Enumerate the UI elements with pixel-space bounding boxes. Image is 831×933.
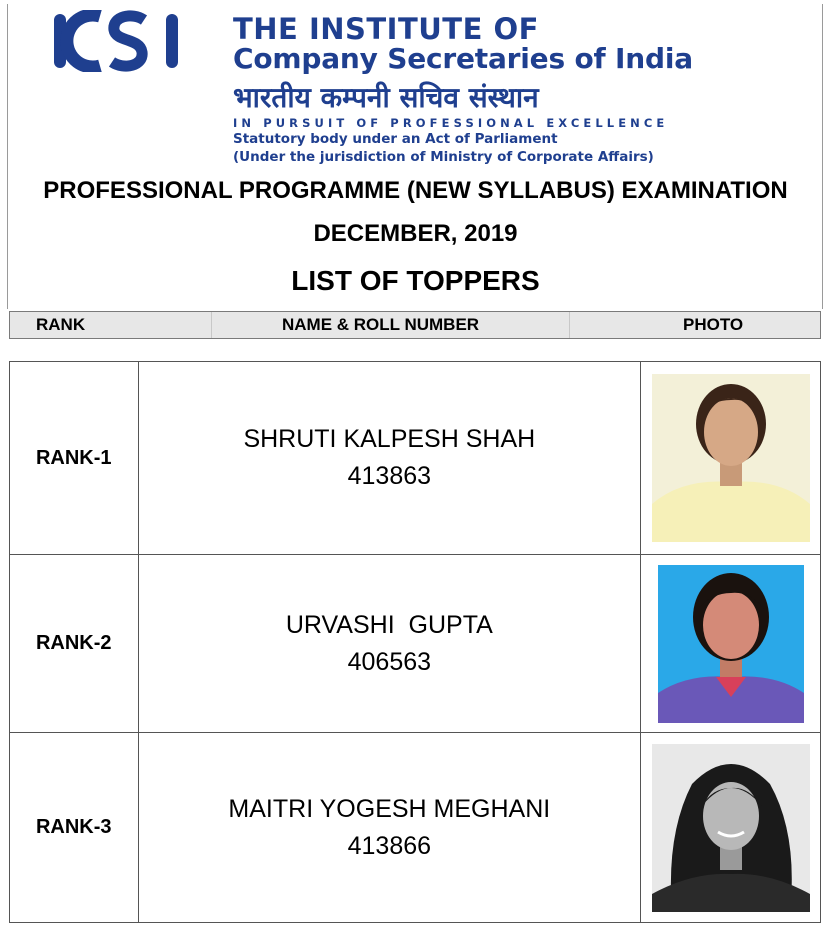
org-jurisdiction-note: (Under the jurisdiction of Ministry of Corporate Affairs) <box>233 149 654 165</box>
toppers-table <box>9 361 821 923</box>
table-row <box>10 555 821 733</box>
topper-name: MAITRI YOGESH MEGHANI <box>228 794 551 823</box>
name-cell <box>138 362 641 555</box>
topper-roll-number: 406563 <box>347 647 432 676</box>
photo-cell <box>641 733 821 923</box>
org-tagline: IN PURSUIT OF PROFESSIONAL EXCELLENCE <box>233 116 669 130</box>
topper-name: SHRUTI KALPESH SHAH <box>243 425 536 453</box>
column-separator <box>569 312 570 338</box>
org-name-hindi: भारतीय कम्पनी सचिव संस्थान <box>233 81 539 114</box>
table-row <box>10 362 821 555</box>
org-statutory-note: Statutory body under an Act of Parliament <box>233 131 558 147</box>
rank-cell: RANK-3 <box>10 733 139 923</box>
exam-title: PROFESSIONAL PROGRAMME (NEW SYLLABUS) EXAMINATION <box>43 177 788 204</box>
column-separator <box>211 312 212 338</box>
topper-roll-number: 413863 <box>347 462 432 490</box>
portrait-photo-icon <box>652 374 810 542</box>
photo-cell <box>641 555 821 733</box>
column-header-name: NAME & ROLL NUMBER <box>282 315 480 334</box>
topper-name: URVASHI GUPTA <box>285 610 493 639</box>
portrait-photo-icon <box>652 744 810 912</box>
name-cell <box>138 733 641 923</box>
photo-cell <box>641 362 821 555</box>
icsi-logo-icon <box>52 10 190 72</box>
column-header-photo: PHOTO <box>683 315 744 334</box>
org-name-line1: THE INSTITUTE OF <box>233 12 539 46</box>
name-cell <box>138 555 641 733</box>
exam-date: DECEMBER, 2019 <box>313 220 518 247</box>
rank-cell: RANK-2 <box>10 555 139 733</box>
topper-roll-number: 413866 <box>347 831 432 860</box>
portrait-photo-icon <box>658 565 804 723</box>
column-header-rank: RANK <box>36 315 86 334</box>
org-name-line2: Company Secretaries of India <box>233 42 693 75</box>
rank-cell: RANK-1 <box>10 362 139 555</box>
column-header-bar <box>9 311 821 339</box>
table-row <box>10 733 821 923</box>
list-title: LIST OF TOPPERS <box>291 265 540 296</box>
